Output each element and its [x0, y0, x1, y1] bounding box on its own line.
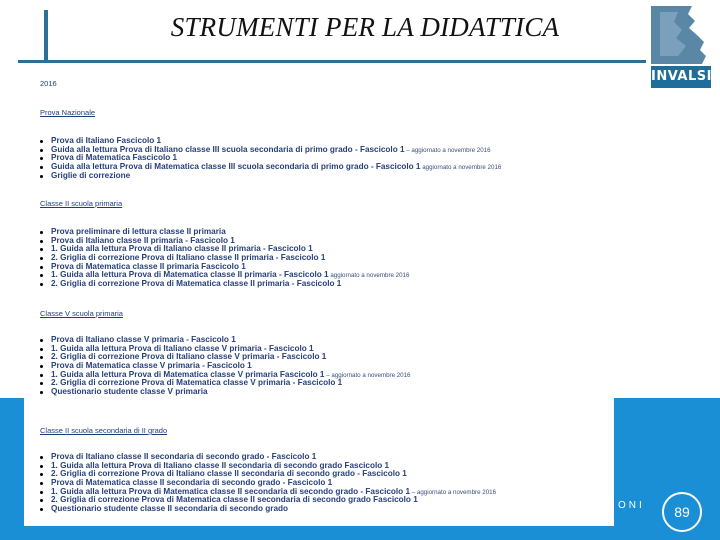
list-item[interactable]: 2. Griglia di correzione Prova di Italiano classe II primaria - Fascicolo 1: [40, 254, 409, 263]
list-item[interactable]: 1. Guida alla lettura Prova di Italiano classe II secondaria di secondo grado Fascicolo 1: [40, 462, 496, 471]
list-item[interactable]: 1. Guida alla lettura Prova di Italiano classe V primaria - Fascicolo 1: [40, 345, 411, 354]
list-classe-ii-primaria: [40, 228, 409, 289]
list-item[interactable]: Prova di Italiano classe II primaria - Fascicolo 1: [40, 237, 409, 246]
list-item[interactable]: Prova di Italiano Fascicolo 1: [40, 137, 501, 146]
section-heading-prova-nazionale[interactable]: Prova Nazionale: [40, 108, 96, 117]
document-screenshot: [24, 72, 614, 526]
list-item[interactable]: 1. Guida alla lettura Prova di Matematica classe V primaria Fascicolo 1 – aggiornato a novembre 2016: [40, 371, 411, 380]
section-heading-classe-ii-primaria[interactable]: Classe II scuola primaria: [40, 199, 123, 208]
list-item[interactable]: Prova di Italiano classe V primaria - Fascicolo 1: [40, 336, 411, 345]
list-item[interactable]: Guida alla lettura Prova di Italiano classe III scuola secondaria di primo grado - Fascicolo 1 – aggiornato a novembre 2016: [40, 146, 501, 155]
list-item[interactable]: Prova di Matematica classe V primaria - Fascicolo 1: [40, 362, 411, 371]
title-divider: [18, 60, 646, 63]
list-item[interactable]: 1. Guida alla lettura Prova di Matematica classe II secondaria di secondo grado - Fascicolo 1 – aggiornato a novembre 2016: [40, 488, 496, 497]
list-item[interactable]: Prova di Italiano classe II secondaria di secondo grado - Fascicolo 1: [40, 453, 496, 462]
year-label: 2016: [40, 79, 57, 88]
list-item[interactable]: 2. Griglia di correzione Prova di Matematica classe II primaria - Fascicolo 1: [40, 280, 409, 289]
list-item[interactable]: Prova preliminare di lettura classe II primaria: [40, 228, 409, 237]
section-heading-classe-v-primaria[interactable]: Classe V scuola primaria: [40, 309, 123, 318]
list-item[interactable]: Griglie di correzione: [40, 172, 501, 181]
title-accent-bar: [44, 10, 48, 60]
list-item[interactable]: Questionario studente classe V primaria: [40, 388, 411, 397]
list-item[interactable]: Prova di Matematica classe II secondaria di secondo grado - Fascicolo 1: [40, 479, 496, 488]
logo-wordmark: INVALSI: [651, 66, 711, 88]
list-item[interactable]: 2. Griglia di correzione Prova di Italiano classe II secondaria di secondo grado - Fascicolo 1: [40, 470, 496, 479]
page-number: 89: [662, 492, 702, 532]
list-item[interactable]: Prova di Matematica Fascicolo 1: [40, 154, 501, 163]
list-classe-v-primaria: [40, 336, 411, 397]
list-item[interactable]: Prova di Matematica classe II primaria Fascicolo 1: [40, 263, 409, 272]
section-heading-classe-ii-secondaria[interactable]: Classe II scuola secondaria di II grado: [40, 426, 168, 435]
list-item[interactable]: 2. Griglia di correzione Prova di Matematica classe V primaria - Fascicolo 1: [40, 379, 411, 388]
list-item[interactable]: 1. Guida alla lettura Prova di Matematica classe II primaria - Fascicolo 1 aggiornato a novembre 2016: [40, 271, 409, 280]
list-item[interactable]: Questionario studente classe II secondaria di secondo grado: [40, 505, 496, 514]
list-item[interactable]: 1. Guida alla lettura Prova di Italiano classe II primaria - Fascicolo 1: [40, 245, 409, 254]
list-item[interactable]: 2. Griglia di correzione Prova di Italiano classe V primaria - Fascicolo 1: [40, 353, 411, 362]
list-prova-nazionale: [40, 137, 501, 180]
list-item[interactable]: Guida alla lettura Prova di Matematica classe III scuola secondaria di primo grado - Fascicolo 1 aggiornato a novembre 2016: [40, 163, 501, 172]
footer-text: ONI: [618, 500, 645, 511]
slide-title: STRUMENTI PER LA DIDATTICA: [170, 12, 560, 42]
list-item[interactable]: 2. Griglia di correzione Prova di Matematica classe II secondaria di secondo grado Fascicolo 1: [40, 496, 496, 505]
list-classe-ii-secondaria: [40, 453, 496, 514]
